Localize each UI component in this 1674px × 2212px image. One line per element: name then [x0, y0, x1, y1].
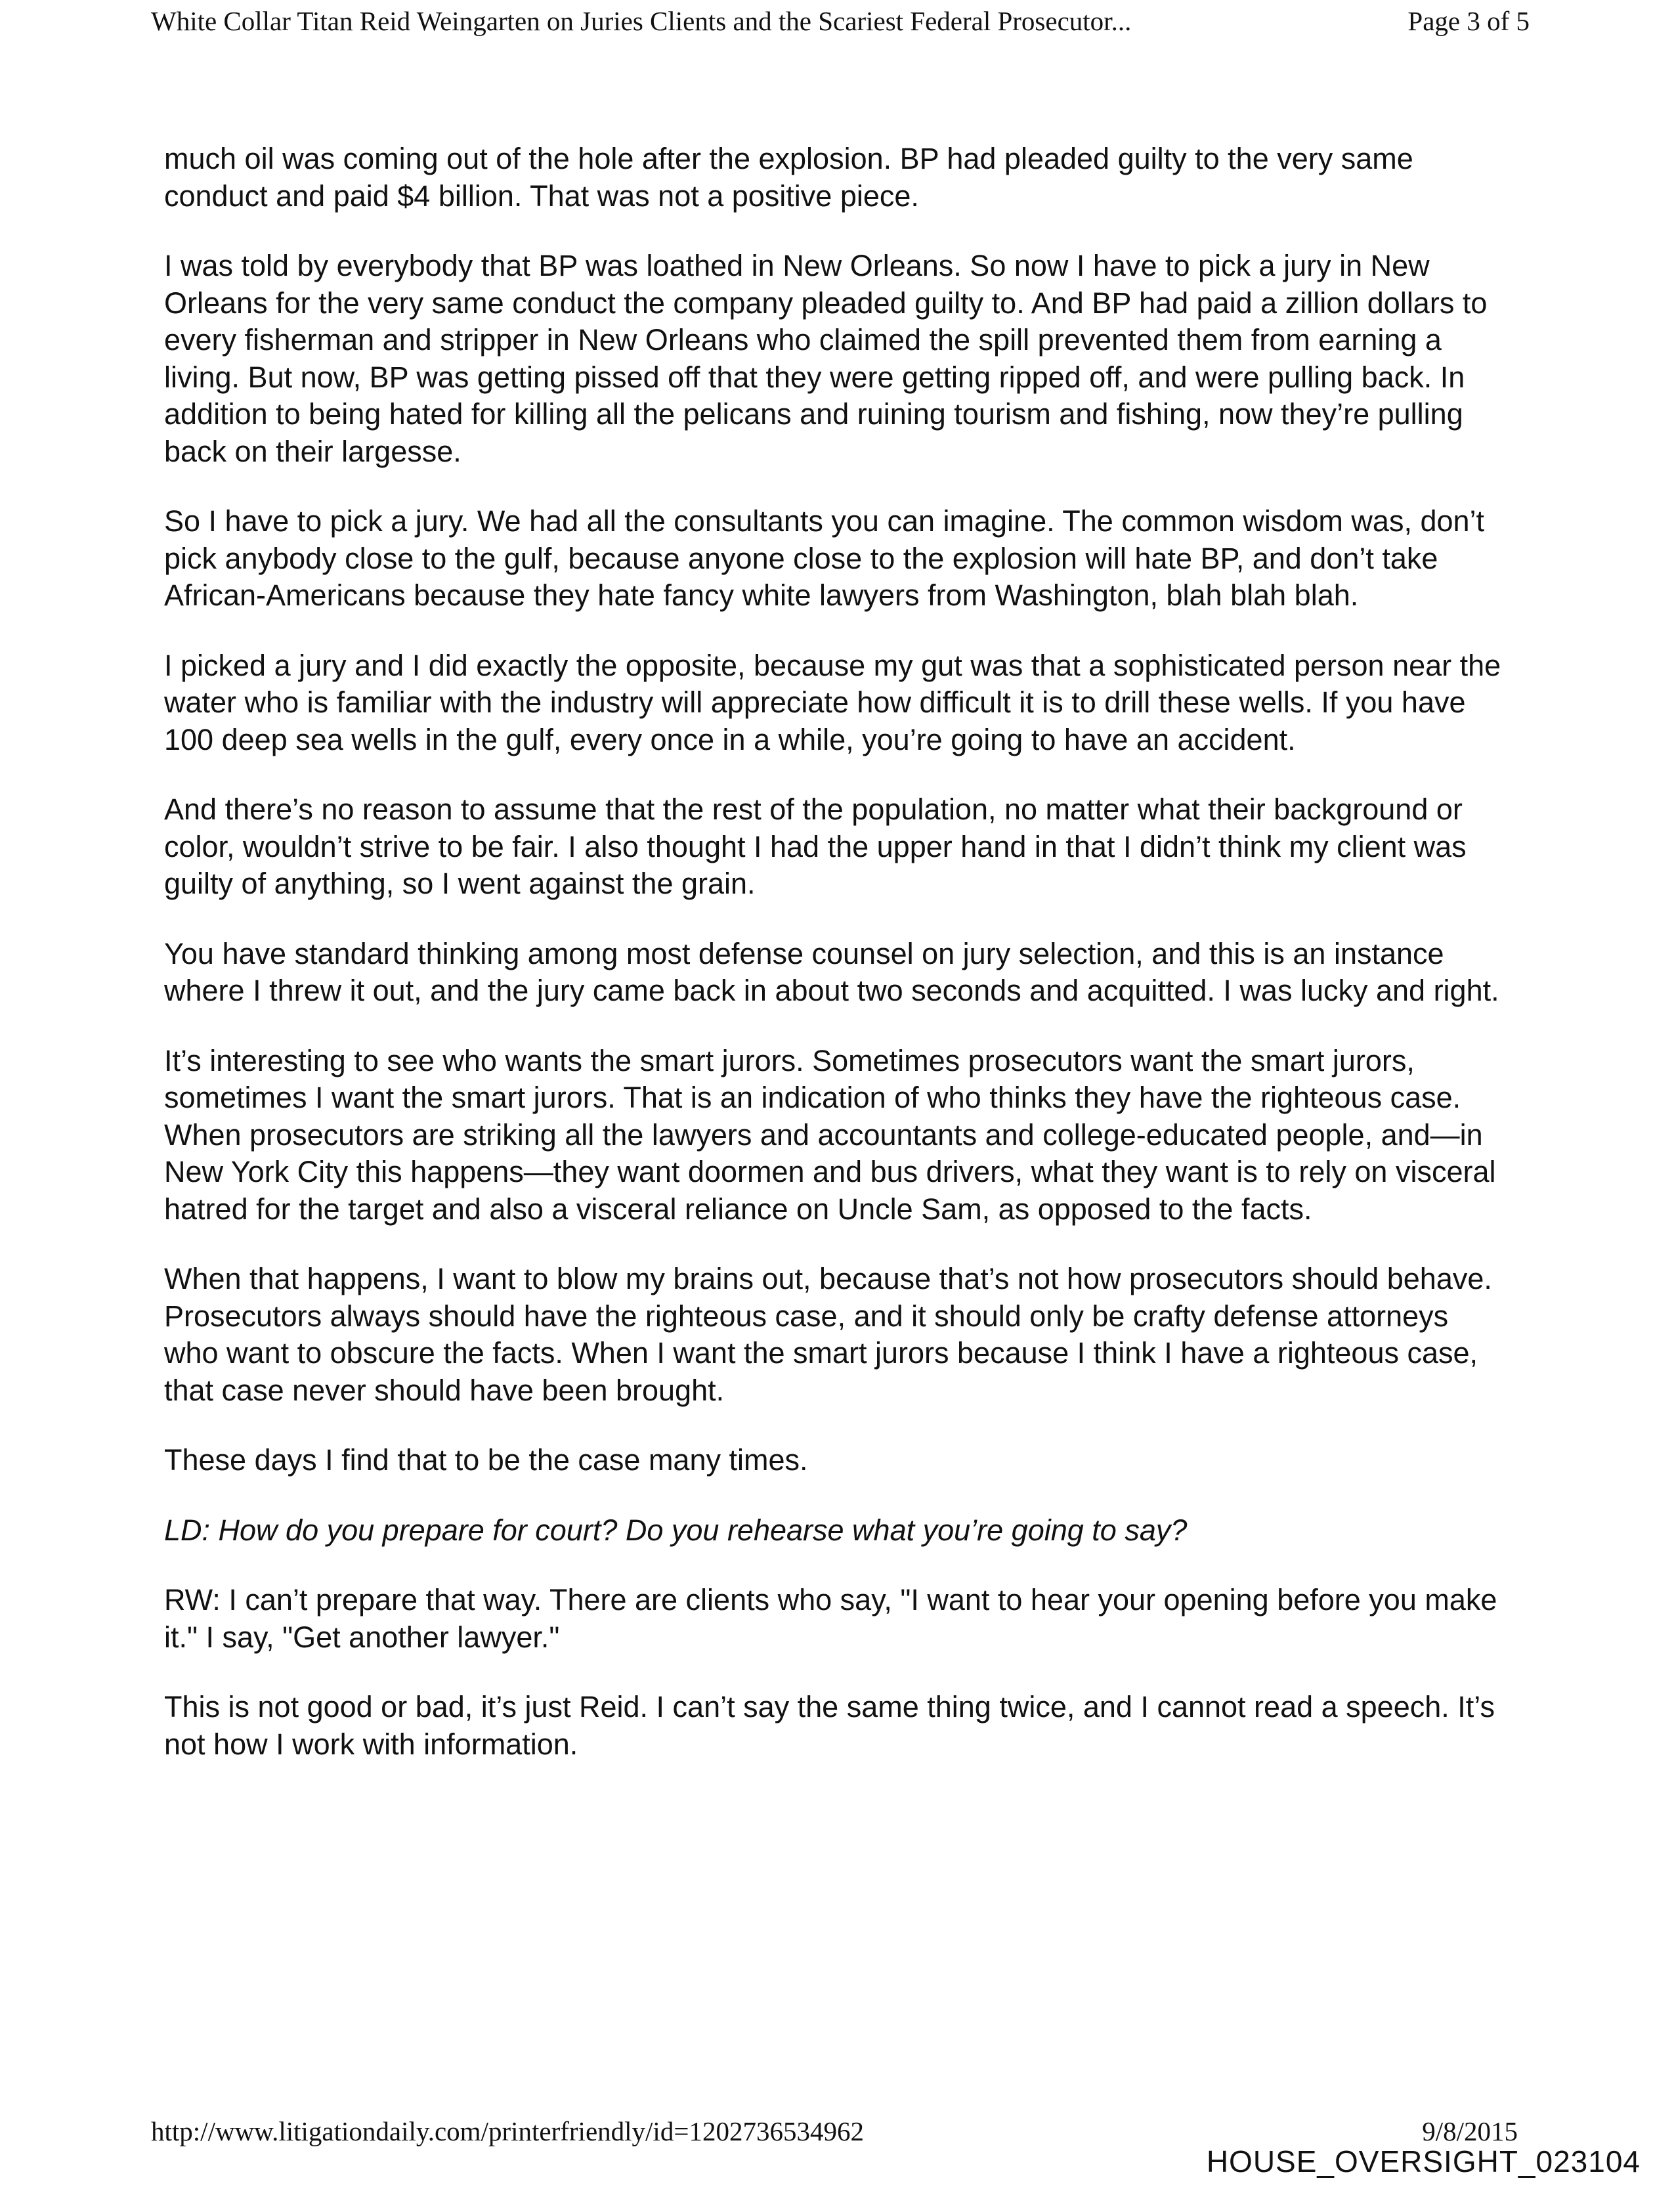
paragraph: I was told by everybody that BP was loathed in New Orleans. So now I have to pick a jury in New Orleans for the very same conduct the company pleaded guilty to. And BP had paid a zillion dollars to every fisherman and stripper in New Orleans who claimed the spill prevented them from earning a living. But now, BP was getting pissed off that they were getting ripped off, and were pulling back. In addition to being hated for killing all the pelicans and ruining tourism and fishing, now they’re pulling back on their largesse.	[164, 249, 1488, 468]
paragraph: I picked a jury and I did exactly the opposite, because my gut was that a sophisticated person near the water who is familiar with the industry will appreciate how difficult it is to drill these wells. If you have 100 deep sea wells in the gulf, every once in a while, you’re going to have an accident.	[164, 648, 1501, 756]
paragraph: much oil was coming out of the hole after the explosion. BP had pleaded guilty to the very same conduct and paid $4 billion. That was not a positive piece.	[164, 142, 1413, 213]
paragraph: You have standard thinking among most defense counsel on jury selection, and this is an instance where I threw it out, and the jury came back in about two seconds and acquitted. I was lucky and right.	[164, 936, 1499, 1007]
paragraph: So I have to pick a jury. We had all the consultants you can imagine. The common wisdom was, don’t pick anybody close to the gulf, because anyone close to the explosion will hate BP, and don’t take African-Americans because they hate fancy white lawyers from Washington, blah blah blah.	[164, 504, 1485, 612]
paragraph: These days I find that to be the case many times.	[164, 1443, 808, 1477]
bates-number: HOUSE_OVERSIGHT_023104	[1206, 2144, 1641, 2179]
document-title: White Collar Titan Reid Weingarten on Juries Clients and the Scariest Federal Prosecutor...	[151, 6, 1132, 36]
page-number: Page 3 of 5	[1407, 6, 1530, 36]
source-url: http://www.litigationdaily.com/printerfriendly/id=1202736534962	[151, 2116, 864, 2146]
paragraph: When that happens, I want to blow my brains out, because that’s not how prosecutors should behave. Prosecutors always should have the righteous case, and it should only be crafty defense attorneys who want to obscure the facts. When I want the smart jurors because I think I have a righteous case, that case never should have been brought.	[164, 1262, 1492, 1407]
page-header	[151, 0, 1530, 42]
print-date: 9/8/2015	[1422, 2116, 1518, 2146]
interview-question: LD: How do you prepare for court? Do you rehearse what you’re going to say?	[164, 1513, 1188, 1547]
article-body	[164, 141, 1503, 1796]
paragraph: And there’s no reason to assume that the rest of the population, no matter what their background or color, wouldn’t strive to be fair. I also thought I had the upper hand in that I didn’t think my client was guilty of anything, so I went against the grain.	[164, 792, 1467, 900]
interview-answer: RW: I can’t prepare that way. There are clients who say, "I want to hear your opening before you make it." I say, "Get another lawyer."	[164, 1583, 1497, 1654]
paragraph: This is not good or bad, it’s just Reid. I can’t say the same thing twice, and I cannot read a speech. It’s not how I work with information.	[164, 1690, 1495, 1761]
paragraph: It’s interesting to see who wants the smart jurors. Sometimes prosecutors want the smart jurors, sometimes I want the smart jurors. That is an indication of who thinks they have the righteous case. When prosecutors are striking all the lawyers and accountants and college-educated people, and—in New York City this happens—they want doormen and bus drivers, what they want is to rely on visceral hatred for the target and also a visceral reliance on Uncle Sam, as opposed to the facts.	[164, 1043, 1496, 1226]
